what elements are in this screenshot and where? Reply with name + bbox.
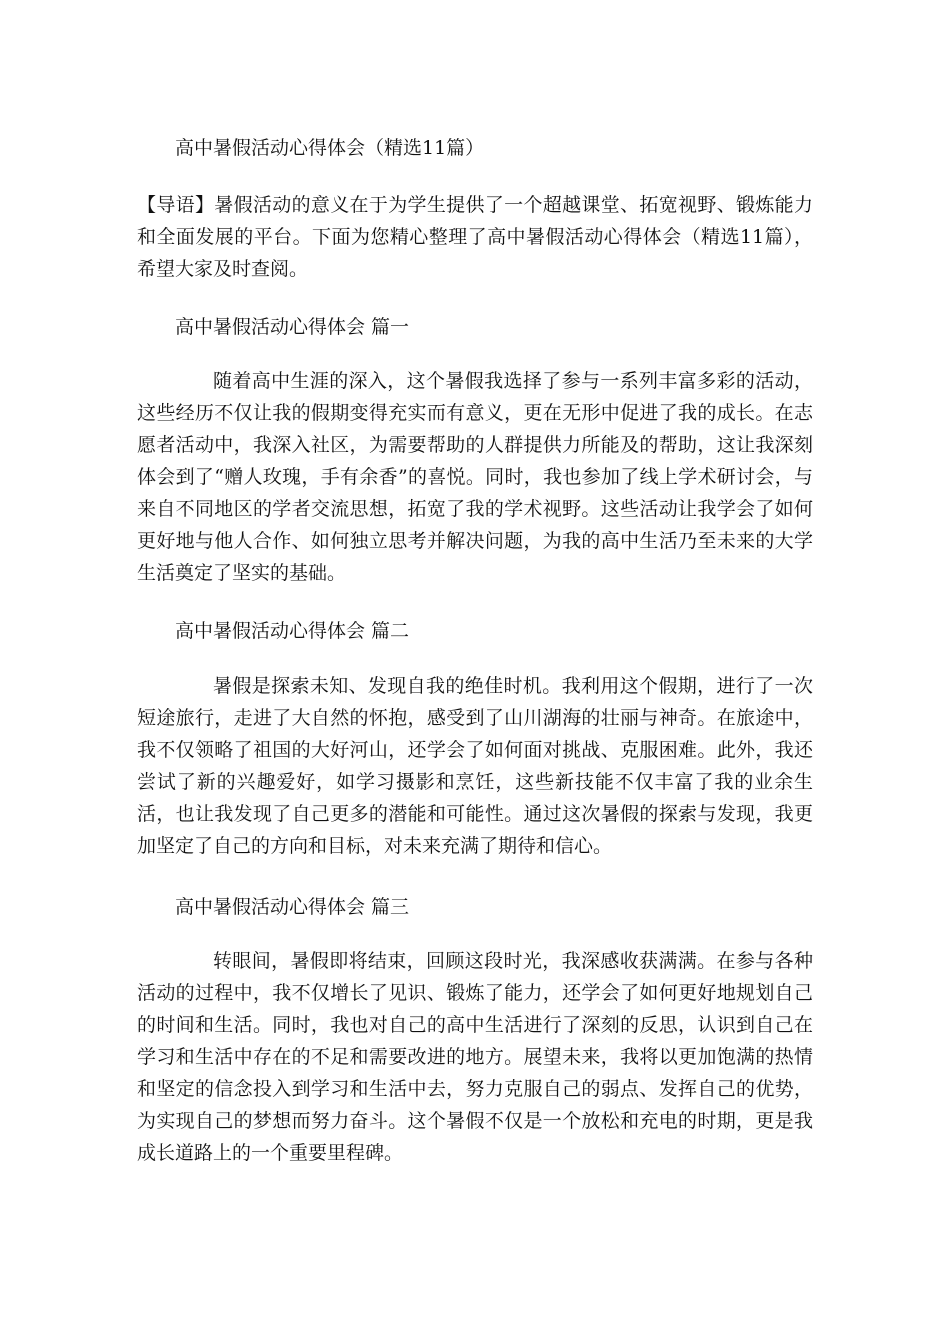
section-body-2: 暑假是探索未知、发现自我的绝佳时机。我利用这个假期，进行了一次短途旅行，走进了大自然的怀抱，感受到了山川湖海的壮丽与神奇。在旅途中，我不仅领略了祖国的大好河山，还学会了如何面对挑战、克服困难。此外，我还尝试了新的兴趣爱好，如学习摄影和烹饪，这些新技能不仅丰富了我的业余生活，也让我发现了自己更多的潜能和可能性。通过这次暑假的探索与发现，我更加坚定了自己的方向和目标，对未来充满了期待和信心。	[137, 675, 813, 857]
section-body-3: 转眼间，暑假即将结束，回顾这段时光，我深感收获满满。在参与各种活动的过程中，我不仅增长了见识、锻炼了能力，还学会了如何更好地规划自己的时间和生活。同时，我也对自己的高中生活进行了深刻的反思，认识到自己在学习和生活中存在的不足和需要改进的地方。展望未来，我将以更加饱满的热情和坚定的信念投入到学习和生活中去，努力克服自己的弱点、发挥自己的优势，为实现自己的梦想而努力奋斗。这个暑假不仅是一个放松和充电的时期，更是我成长道路上的一个重要里程碑。	[137, 950, 813, 1164]
section-heading-2: 高中暑假活动心得体会 篇二	[175, 620, 410, 642]
intro-paragraph: 【导语】暑假活动的意义在于为学生提供了一个超越课堂、拓宽视野、锻炼能力和全面发展的平台。下面为您精心整理了高中暑假活动心得体会（精选11篇），希望大家及时查阅。	[137, 194, 813, 280]
document-title: 高中暑假活动心得体会（精选11篇）	[175, 137, 485, 159]
section-heading-3: 高中暑假活动心得体会 篇三	[175, 896, 410, 918]
section-body-1: 随着高中生涯的深入，这个暑假我选择了参与一系列丰富多彩的活动，这些经历不仅让我的假期变得充实而有意义，更在无形中促进了我的成长。在志愿者活动中，我深入社区，为需要帮助的人群提供力所能及的帮助，这让我深刻体会到了“赠人玫瑰，手有余香”的喜悦。同时，我也参加了线上学术研讨会，与来自不同地区的学者交流思想，拓宽了我的学术视野。这些活动让我学会了如何更好地与他人合作、如何独立思考并解决问题，为我的高中生活乃至未来的大学生活奠定了坚实的基础。	[137, 370, 813, 584]
section-heading-1: 高中暑假活动心得体会 篇一	[175, 316, 410, 338]
